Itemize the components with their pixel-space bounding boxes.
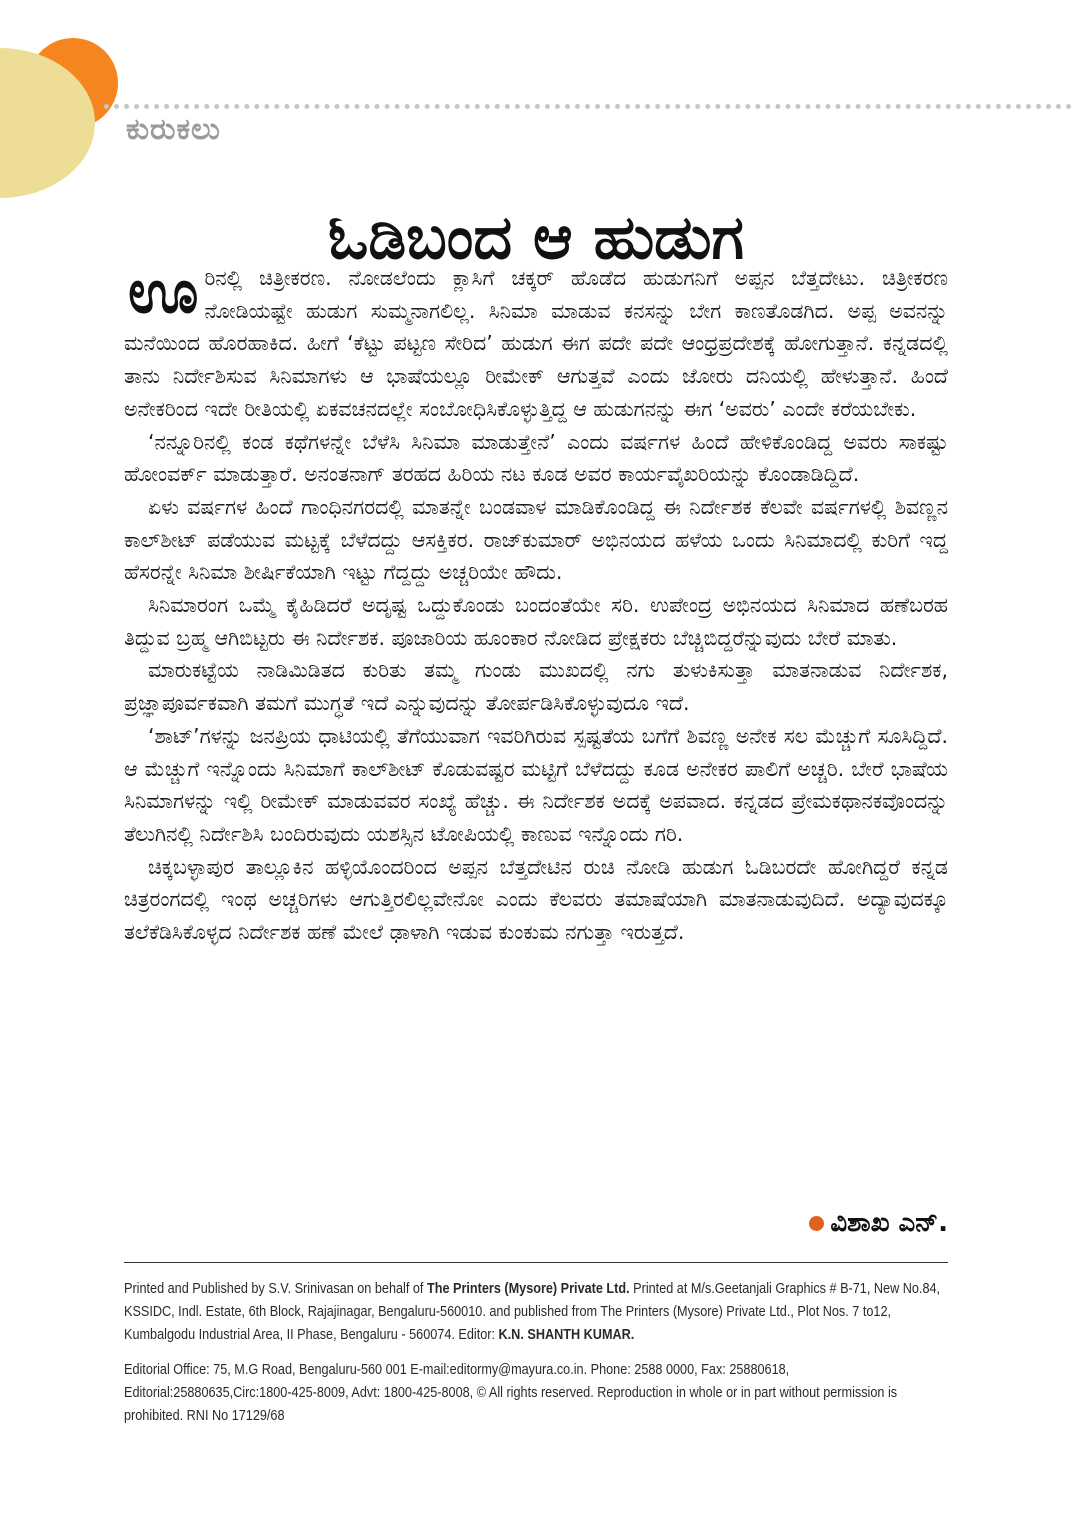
article-body: [124, 257, 948, 949]
article-paragraph: ಚಿಕ್ಕಬಳ್ಳಾಪುರ ತಾಲ್ಲೂಕಿನ ಹಳ್ಳಿಯೊಂದರಿಂದ ಅಪ್ಪನ ಬೆತ್ತದೇಟಿನ ರುಚಿ ನೋಡಿ ಹುಡುಗ ಓಡಿಬರದೇ ಹೋಗಿದ್ದರೆ ಕನ್ನಡ ಚಿತ್ರರಂಗದಲ್ಲಿ ಇಂಥ ಅಚ್ಚರಿಗಳು ಆಗುತ್ತಿರಲಿಲ್ಲವೇನೋ ಎಂದು ಕೆಲವರು ತಮಾಷೆಯಾಗಿ ಮಾತನಾಡುವುದಿದೆ. ಅದ್ಯಾವುದಕ್ಕೂ ತಲೆಕೆಡಿಸಿಕೊಳ್ಳದ ನಿರ್ದೇಶಕ ಹಣೆ ಮೇಲೆ ಢಾಳಾಗಿ ಇಡುವ ಕುಂಕುಮ ನಗುತ್ತಾ ಇರುತ್ತದೆ.: [124, 854, 948, 945]
author-byline: [809, 1208, 948, 1239]
article-paragraph: ಮಾರುಕಟ್ಟೆಯ ನಾಡಿಮಿಡಿತದ ಕುರಿತು ತಮ್ಮ ಗುಂಡು ಮುಖದಲ್ಲಿ ನಗು ತುಳುಕಿಸುತ್ತಾ ಮಾತನಾಡುವ ನಿರ್ದೇಶಕ, ಪ್ರಜ್ಞಾಪೂರ್ವಕವಾಗಿ ತಮಗೆ ಮುಗ್ಧತೆ ಇದೆ ಎನ್ನುವುದನ್ನು ತೋರ್ಪಡಿಸಿಕೊಳ್ಳುವುದೂ ಇದೆ.: [124, 658, 948, 716]
imprint-print-details: [124, 1278, 954, 1347]
article-paragraph: ಏಳು ವರ್ಷಗಳ ಹಿಂದೆ ಗಾಂಧಿನಗರದಲ್ಲಿ ಮಾತನ್ನೇ ಬಂಡವಾಳ ಮಾಡಿಕೊಂಡಿದ್ದ ಈ ನಿರ್ದೇಶಕ ಕೆಲವೇ ವರ್ಷಗಳಲ್ಲಿ ಶಿವಣ್ಣನ ಕಾಲ್‌ಶೀಟ್ ಪಡೆಯುವ ಮಟ್ಟಕ್ಕೆ ಬೆಳೆದದ್ದು ಆಸಕ್ತಿಕರ. ರಾಜ್‌ಕುಮಾರ್ ಅಭಿನಯದ ಹಳೆಯ ಒಂದು ಸಿನಿಮಾದಲ್ಲಿ ಕುರಿಗೆ ಇದ್ದ ಹೆಸರನ್ನೇ ಸಿನಿಮಾ ಶೀರ್ಷಿಕೆಯಾಗಿ ಇಟ್ಟು ಗೆದ್ದದ್ದು ಅಚ್ಚರಿಯೇ ಹೌದು.: [124, 494, 948, 585]
author-name: ವಿಶಾಖ ಎನ್.: [830, 1208, 948, 1238]
bullet-dot-icon: [809, 1216, 824, 1231]
paragraph-text: ರಿನಲ್ಲಿ ಚಿತ್ರೀಕರಣ. ನೋಡಲೆಂದು ಕ್ಲಾಸಿಗೆ ಚಕ್ಕರ್ ಹೊಡೆದ ಹುಡುಗನಿಗೆ ಅಪ್ಪನ ಬೆತ್ತದೇಟು. ಚಿತ್ರೀಕರಣ ನೋಡಿಯಷ್ಟೇ ಹುಡುಗ ಸುಮ್ಮನಾಗಲಿಲ್ಲ. ಸಿನಿಮಾ ಮಾಡುವ ಕನಸನ್ನು ಬೇಗ ಕಾಣತೊಡಗಿದ. ಅಪ್ಪ ಅವನನ್ನು ಮನೆಯಿಂದ ಹೊರಹಾಕಿದ. ಹೀಗೆ ‘ಕೆಟ್ಟು ಪಟ್ಟಣ ಸೇರಿದ’ ಹುಡುಗ ಈಗ ಪದೇ ಪದೇ ಆಂಧ್ರಪ್ರದೇಶಕ್ಕೆ ಹೋಗುತ್ತಾನೆ. ಕನ್ನಡದಲ್ಲಿ ತಾನು ನಿರ್ದೇಶಿಸುವ ಸಿನಿಮಾಗಳು ಆ ಭಾಷೆಯಲ್ಲೂ ರೀಮೇಕ್ ಆಗುತ್ತವೆ ಎಂದು ಜೋರು ದನಿಯಲ್ಲಿ ಹೇಳುತ್ತಾನೆ. ಹಿಂದೆ ಅನೇಕರಿಂದ ಇದೇ ರೀತಿಯಲ್ಲಿ ಏಕವಚನದಲ್ಲೇ ಸಂಬೋಧಿಸಿಕೊಳ್ಳುತ್ತಿದ್ದ ಆ ಹುಡುಗನನ್ನು ಈಗ ‘ಅವರು’ ಎಂದೇ ಕರೆಯಬೇಕು.: [124, 266, 948, 421]
article-title: ಓಡಿಬಂದ ಆ ಹುಡುಗ: [328, 203, 744, 274]
imprint-text: Printed and Published by S.V. Srinivasan on behalf of: [124, 1281, 427, 1297]
section-label: ಕುರುಕಲು: [126, 112, 221, 147]
drop-cap: ಊ: [128, 257, 199, 327]
imprint-contact-details: Editorial Office: 75, M.G Road, Bengaluru-560 001 E-mail:editormy@mayura.co.in. Phone: 2588 0000, Fax: 25880618, Editorial:25880635,Circ:1800-425-8009, Advt: 1800-425-8008, © All rights reserved. Reproduction in whole or in part without permission is prohibited. RNI No 17129/68: [124, 1362, 898, 1424]
dotted-header-rule: [104, 104, 1072, 109]
article-paragraph: [124, 257, 948, 426]
article-paragraph: ಸಿನಿಮಾರಂಗ ಒಮ್ಮೆ ಕೈಹಿಡಿದರೆ ಅದೃಷ್ಟ ಒದ್ದುಕೊಂಡು ಬಂದಂತೆಯೇ ಸರಿ. ಉಪೇಂದ್ರ ಅಭಿನಯದ ಸಿನಿಮಾದ ಹಣೆಬರಹ ತಿದ್ದುವ ಬ್ರಹ್ಮ ಆಗಿಬಿಟ್ಟರು ಈ ನಿರ್ದೇಶಕ. ಪೂಜಾರಿಯ ಹೂಂಕಾರ ನೋಡಿದ ಪ್ರೇಕ್ಷಕರು ಬೆಚ್ಚಿಬಿದ್ದರೆನ್ನುವುದು ಬೇರೆ ಮಾತು.: [124, 593, 948, 650]
publisher-name: The Printers (Mysore) Private Ltd.: [426, 1281, 630, 1297]
publisher-imprint: [124, 1278, 954, 1428]
imprint-text: Printed at M/s.Geetanjali Graphics # B-71, New No.84, KSSIDC, Indl. Estate, 6th Block, Rajajinagar, Bengaluru-560010. and published from The Printers (Mysore) Private Ltd., Plot Nos. 7 to12, Kumbalgodu Industrial Area, II Phase, Bengaluru - 560074. Editor:: [124, 1281, 941, 1343]
editor-name: K.N. SHANTH KUMAR.: [498, 1327, 635, 1343]
article-paragraph: ‘ಶಾಟ್’ಗಳನ್ನು ಜನಪ್ರಿಯ ಧಾಟಿಯಲ್ಲಿ ತೆಗೆಯುವಾಗ ಇವರಿಗಿರುವ ಸ್ಪಷ್ಟತೆಯ ಬಗೆಗೆ ಶಿವಣ್ಣ ಅನೇಕ ಸಲ ಮೆಚ್ಚುಗೆ ಸೂಸಿದ್ದಿದೆ. ಆ ಮೆಚ್ಚುಗೆ ಇನ್ನೊಂದು ಸಿನಿಮಾಗೆ ಕಾಲ್‌ಶೀಟ್ ಕೊಡುವಷ್ಟರ ಮಟ್ಟಿಗೆ ಬೆಳೆದದ್ದು ಕೂಡ ಅನೇಕರ ಪಾಲಿಗೆ ಅಚ್ಚರಿ. ಬೇರೆ ಭಾಷೆಯ ಸಿನಿಮಾಗಳನ್ನು ಇಲ್ಲಿ ರೀಮೇಕ್ ಮಾಡುವವರ ಸಂಖ್ಯೆ ಹೆಚ್ಚು. ಈ ನಿರ್ದೇಶಕ ಅದಕ್ಕೆ ಅಪವಾದ. ಕನ್ನಡದ ಪ್ರೇಮಕಥಾನಕವೊಂದನ್ನು ತೆಲುಗಿನಲ್ಲಿ ನಿರ್ದೇಶಿಸಿ ಬಂದಿರುವುದು ಯಶಸ್ಸಿನ ಟೋಪಿಯಲ್ಲಿ ಕಾಣುವ ಇನ್ನೊಂದು ಗರಿ.: [124, 723, 948, 846]
footer-divider: [124, 1262, 948, 1263]
article-paragraph: ‘ನನ್ನೂರಿನಲ್ಲಿ ಕಂಡ ಕಥೆಗಳನ್ನೇ ಬೆಳೆಸಿ ಸಿನಿಮಾ ಮಾಡುತ್ತೇನೆ’ ಎಂದು ವರ್ಷಗಳ ಹಿಂದೆ ಹೇಳಿಕೊಂಡಿದ್ದ ಅವರು ಸಾಕಷ್ಟು ಹೋಂವರ್ಕ್ ಮಾಡುತ್ತಾರೆ. ಅನಂತನಾಗ್ ತರಹದ ಹಿರಿಯ ನಟ ಕೂಡ ಅವರ ಕಾರ್ಯವೈಖರಿಯನ್ನು ಕೊಂಡಾಡಿದ್ದಿದೆ.: [124, 429, 948, 487]
